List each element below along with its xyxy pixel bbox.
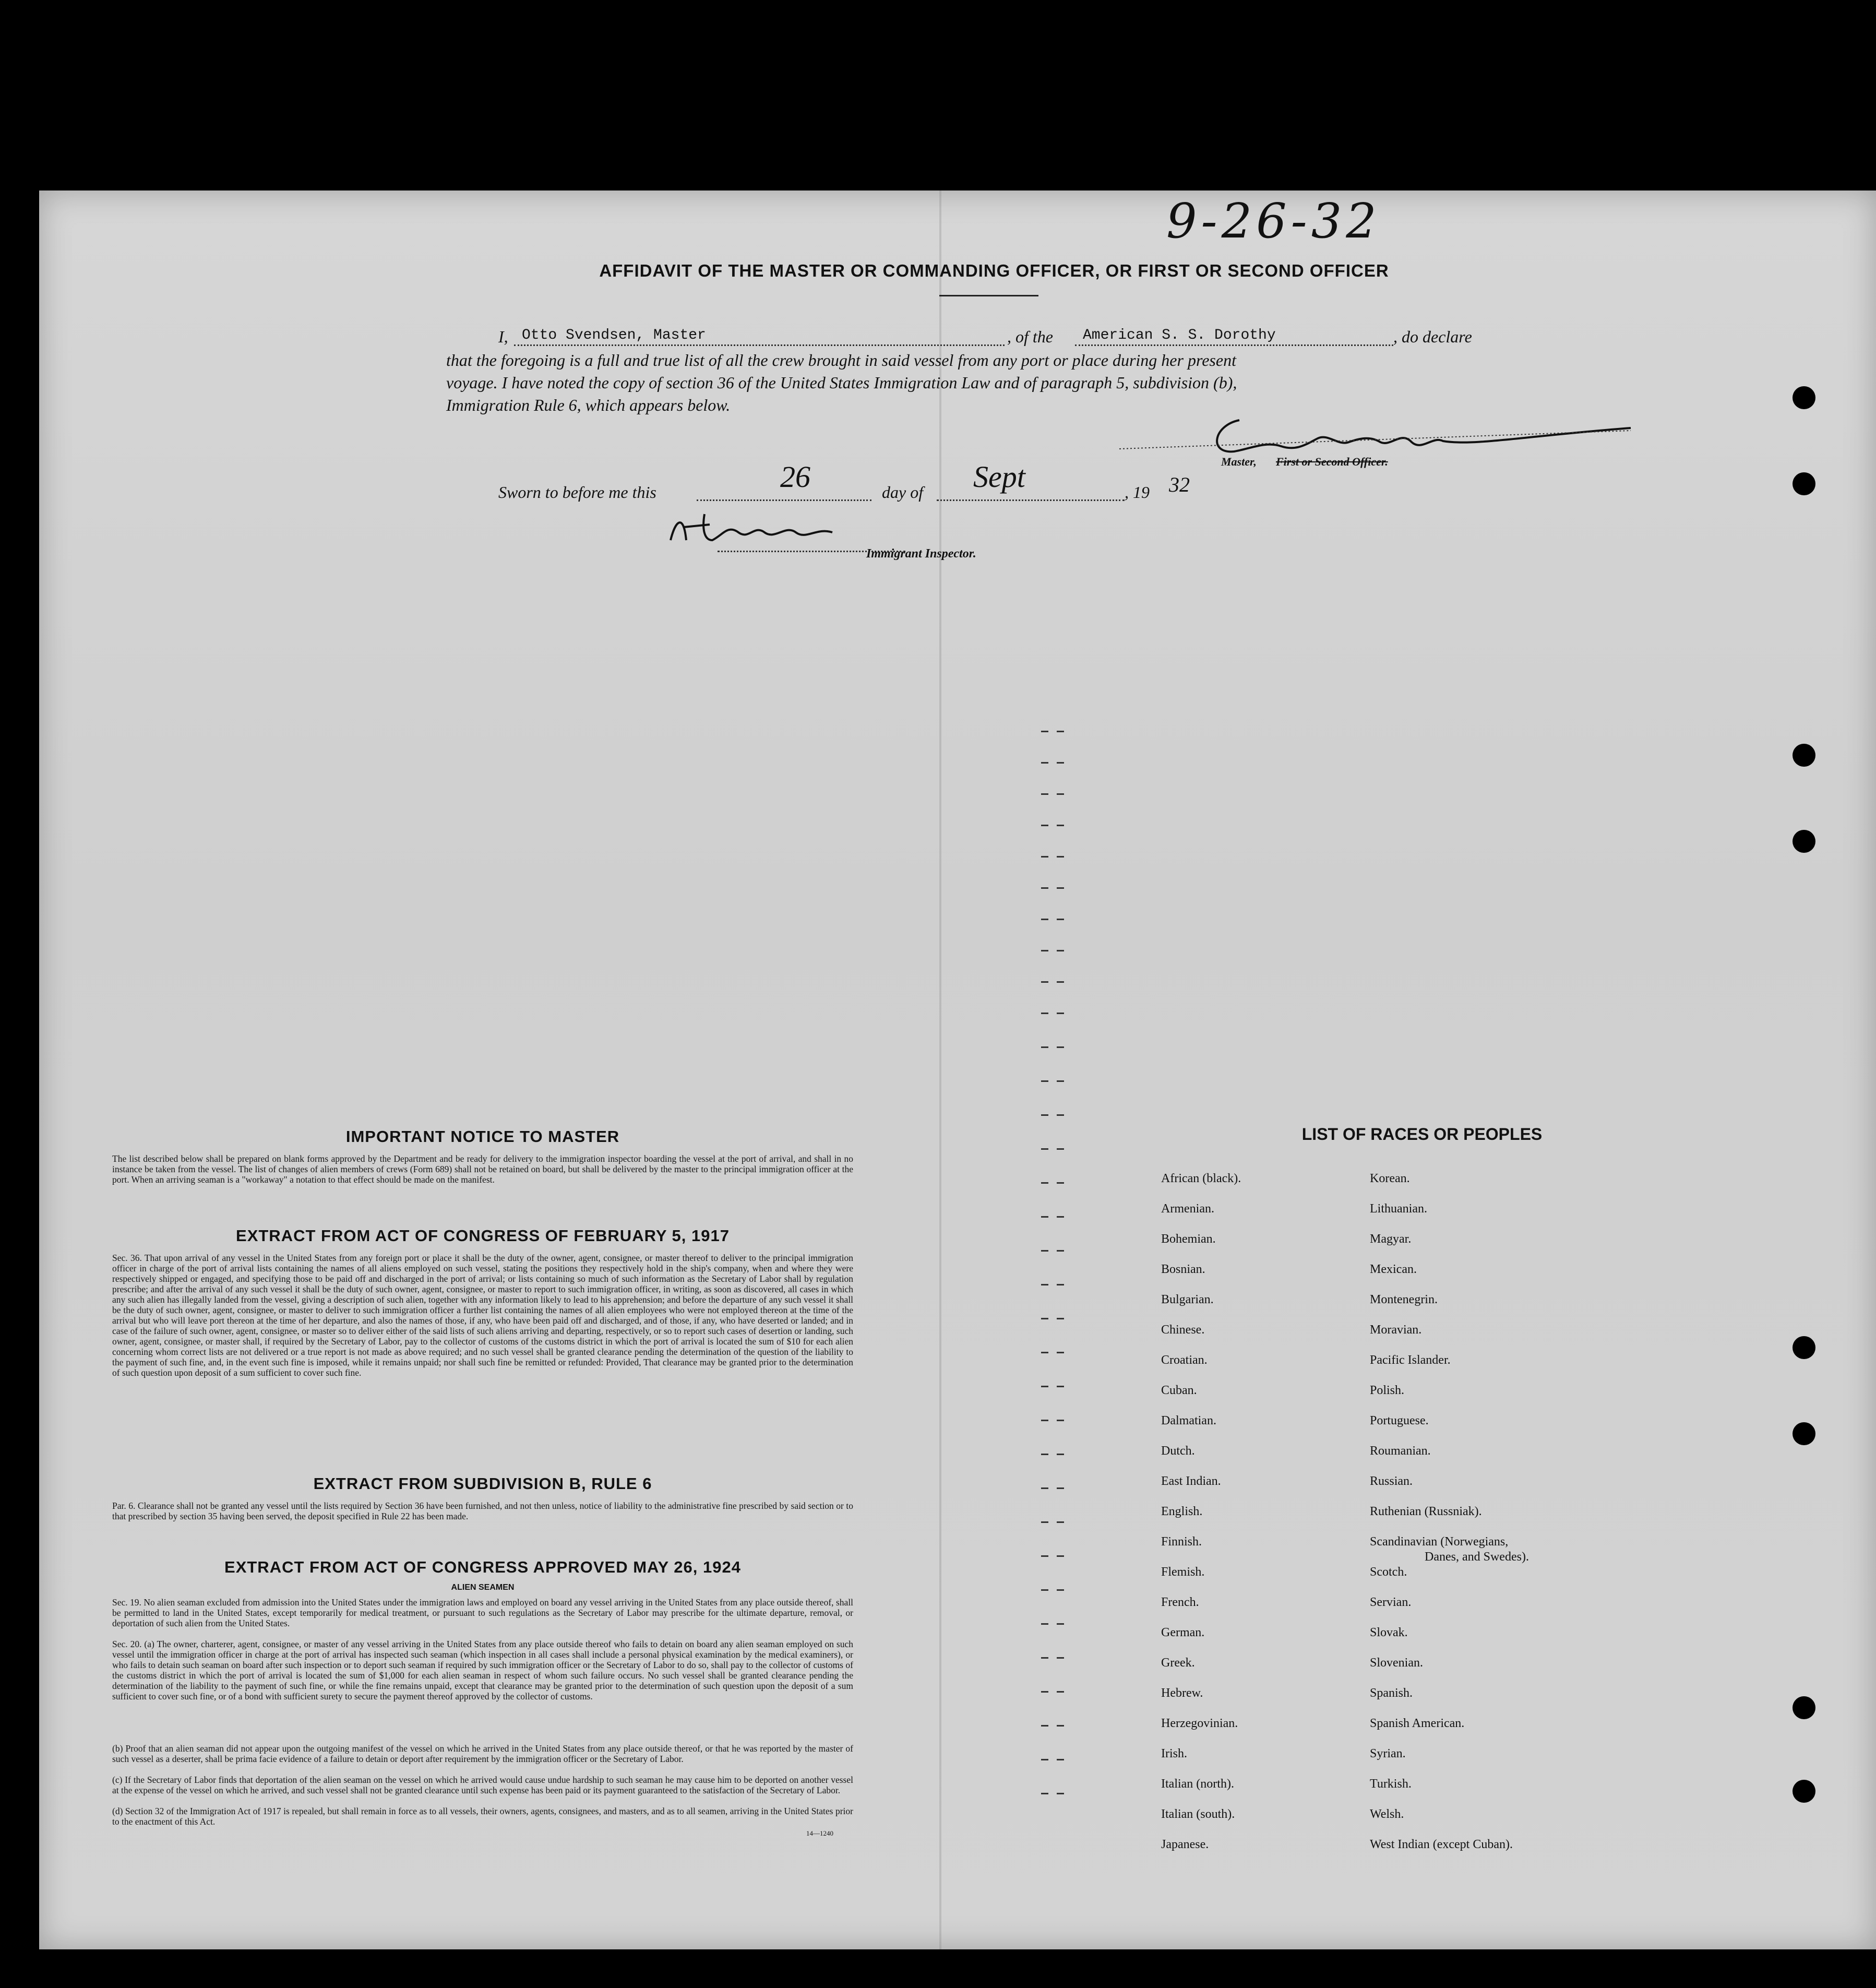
punch-hole — [1793, 830, 1815, 853]
notice-body: The list described below shall be prepared on blank forms approved by the Department and be ready for delivery to the immigration inspector boarding the vessel at the port of arrival, and shall in no instance be taken from the vessel. The list of changes of alien members of crews (Form 689) shall not be retained on board, but shall be delivered by the master to the principal immigration officer at the port. When an arriving seaman is a "workaway" a notation to that effect should be made on the manifest. — [112, 1153, 853, 1185]
dash-mark — [1057, 1013, 1064, 1014]
dash-mark — [1041, 1080, 1048, 1082]
race-item: Bohemian. — [1161, 1232, 1216, 1246]
race-item: Magyar. — [1370, 1232, 1412, 1246]
race-item: Pacific Islander. — [1370, 1353, 1451, 1367]
race-item: Scotch. — [1370, 1565, 1407, 1579]
title-rule — [939, 295, 1038, 296]
extract-1917-body: Sec. 36. That upon arrival of any vessel in the United States from any foreign port or place it shall be the duty of the owner, agent, consignee, or master thereof to deliver to the principal immigration officer in charge of the port of arrival lists containing the names of all aliens employed on such vessel, stating the positions they respectively hold in the ship's company, when and where they were respectively shipped or engaged, and specifying those to be paid off and discharged in the port of arrival; or lists containing so much of such information as the Secretary of Labor shall by regulation prescribe; and after the arrival of any such vessel it shall be the duty of such owner, agent, consignee, or master to report to such immigration officer, in writing, as soon as discovered, all cases in which any such alien has illegally landed from the vessel, giving a description of such alien, together with any information likely to lead to his apprehension; and before the departure of any such vessel it shall be the duty of such owner, agent, consignee, or master to deliver to such immigration officer a further list containing the names of all alien employees who were not employed thereon at the time of the arrival but who will leave port thereon at the time of her departure, and also the names of those, if any, who have been paid off and discharged, and of those, if any, who have deserted or landed; and in case of the failure of such owner, agent, consignee, or master so to deliver either of the said lists of such aliens arriving and departing, respectively, or so to report such cases of desertion or landing, such owner, agent, consignee, or master shall, if required by the Secretary of Labor, pay to the collector of customs of the customs district in which the port of arrival is located the sum of $10 for each alien concerning whom correct lists are not delivered or a true report is not made as above required; and no such vessel shall be granted clearance pending the determination of the question of the liability to the payment of such fine, and, in the event such fine is imposed, while it remains unpaid; nor shall such fine be remitted or refunded: Provided, That clearance may be granted prior to the determination of such question upon deposit of a sum sufficient to cover such fine. — [112, 1253, 853, 1378]
sec-20d-body: (d) Section 32 of the Immigration Act of 1917 is repealed, but shall remain in force as to all vessels, their owners, agents, consignees, and masters, and as to all seamen, arriving in the United States prior to the enactment of this Act. — [112, 1806, 853, 1827]
race-item: Spanish American. — [1370, 1717, 1465, 1730]
dash-mark — [1041, 1284, 1048, 1285]
races-title: LIST OF RACES OR PEOPLES — [1301, 1125, 1543, 1144]
vessel-line — [1075, 344, 1393, 346]
vessel-name: American S. S. Dorothy — [1083, 327, 1276, 343]
fold-line — [939, 191, 941, 1949]
inspector-signature — [660, 504, 858, 551]
punch-hole — [1793, 472, 1815, 495]
dash-mark — [1041, 950, 1048, 951]
dash-mark — [1057, 856, 1064, 858]
punch-hole — [1793, 386, 1815, 409]
form-number: 14—1240 — [806, 1829, 833, 1837]
race-item: Servian. — [1370, 1596, 1412, 1609]
struck-officer-label: First or Second Officer. — [1276, 455, 1388, 468]
sec-20b-body: (b) Proof that an alien seaman did not appear upon the outgoing manifest of the vessel on which he arrived in the United States from any place outside thereof, or that he was reported by the master of such vessel as a deserter, shall be prima facie evidence of a failure to detain or deport after requirement by the immigration officer or the Secretary of Labor. — [112, 1743, 853, 1764]
master-label: Master, — [1221, 455, 1257, 468]
dash-mark — [1057, 1555, 1064, 1557]
sec-19-body: Sec. 19. No alien seaman excluded from admission into the United States under the immigration laws and employed on board any vessel arriving in the United States from any place outside thereof, shall be permitted to land in the United States, except temporarily for medical treatment, or pursuant to such regulations as the Secretary of Labor may prescribe for the ultimate departure, removal, or deportation of such alien from the United States. — [112, 1597, 853, 1628]
race-item: Chinese. — [1161, 1323, 1205, 1337]
race-item: Montenegrin. — [1370, 1293, 1438, 1306]
dash-mark — [1041, 762, 1048, 764]
sworn-month-line — [937, 499, 1125, 501]
dash-mark — [1041, 981, 1048, 983]
race-item: Korean. — [1370, 1172, 1410, 1185]
race-item: Flemish. — [1161, 1565, 1205, 1579]
dash-mark — [1057, 887, 1064, 889]
document-sheet — [39, 191, 1876, 1949]
dash-mark — [1057, 793, 1064, 795]
sworn-day: 26 — [780, 460, 810, 494]
dash-mark — [1057, 762, 1064, 764]
dash-mark — [1057, 1454, 1064, 1455]
dash-mark — [1041, 887, 1048, 889]
dash-mark — [1057, 1725, 1064, 1727]
race-item: Moravian. — [1370, 1323, 1422, 1337]
dash-mark — [1057, 731, 1064, 732]
race-item: Mexican. — [1370, 1263, 1417, 1276]
dash-mark — [1057, 1759, 1064, 1760]
dash-mark — [1041, 1046, 1048, 1048]
dash-mark — [1057, 1420, 1064, 1421]
race-item: Greek. — [1161, 1656, 1195, 1670]
dash-mark — [1041, 919, 1048, 920]
extract-1917-title: EXTRACT FROM ACT OF CONGRESS OF FEBRUARY 5, 1917 — [236, 1227, 730, 1245]
extract-1924-title: EXTRACT FROM ACT OF CONGRESS APPROVED MAY 26, 1924 — [224, 1558, 741, 1576]
dash-mark — [1057, 1250, 1064, 1252]
race-item: Croatian. — [1161, 1353, 1208, 1367]
race-item: Bulgarian. — [1161, 1293, 1214, 1306]
of-the-label: , of the — [1007, 327, 1053, 346]
race-item: African (black). — [1161, 1172, 1241, 1185]
punch-hole — [1793, 1422, 1815, 1445]
race-item: Lithuanian. — [1370, 1202, 1427, 1216]
sec-20a-body: Sec. 20. (a) The owner, charterer, agent, consignee, or master of any vessel arriving in the United States from any place outside thereof who fails to detain on board any alien seaman employed on such vessel until the immigration officer in charge at the port of arrival has inspected such seaman (which inspection in all cases shall include a personal physical examination by the medical examiners), or who fails to detain such seaman on board after such inspection or to deport such seaman if required by such immigration officer or the Secretary of Labor to do so, shall pay to the collector of customs of the customs district in which the port of arrival is located the sum of $1,000 for each alien seaman in respect of whom such failure occurs. No such vessel shall be granted clearance pending the determination of the liability to the payment of such fine, or while the fine remains unpaid, except that clearance may be granted prior to the determination of such question upon the deposit of a sum sufficient to cover such fine, or of a bond with sufficient surety to secure the payment thereof approved by the collector of customs. — [112, 1639, 853, 1701]
dash-mark — [1041, 731, 1048, 732]
race-item: Herzegovinian. — [1161, 1717, 1238, 1730]
day-of-label: day of — [882, 483, 924, 502]
dash-mark — [1057, 1352, 1064, 1353]
race-item: Hebrew. — [1161, 1686, 1203, 1700]
dash-mark — [1057, 981, 1064, 983]
dash-mark — [1057, 1318, 1064, 1319]
dash-mark — [1041, 1182, 1048, 1184]
dash-mark — [1057, 1487, 1064, 1489]
affidavit-title: AFFIDAVIT OF THE MASTER OR COMMANDING OFFICER, OR FIRST OR SECOND OFFICER — [599, 261, 1389, 280]
race-item: Irish. — [1161, 1747, 1187, 1760]
race-item: Turkish. — [1370, 1777, 1412, 1791]
dash-mark — [1041, 1250, 1048, 1252]
dash-mark — [1057, 1623, 1064, 1625]
dash-mark — [1057, 1148, 1064, 1150]
race-scandinavian-continuation: Danes, and Swedes). — [1425, 1550, 1529, 1564]
i-label: I, — [498, 327, 508, 346]
dash-mark — [1057, 1793, 1064, 1794]
do-declare-label: , do declare — [1393, 327, 1472, 346]
dash-mark — [1041, 1589, 1048, 1591]
dash-mark — [1041, 1793, 1048, 1794]
sworn-month: Sept — [973, 460, 1025, 494]
race-item: Welsh. — [1370, 1807, 1404, 1821]
race-item: Italian (north). — [1161, 1777, 1234, 1791]
affidavit-line-3: voyage. I have noted the copy of section 36 of the United States Immigration Law and of paragraph 5, subdivision (b), — [446, 373, 1237, 392]
sec-20c-body: (c) If the Secretary of Labor finds that deportation of the alien seaman on the vessel on which he arrived would cause undue hardship to such seaman he may cause him to be deported on another vessel at the expense of the vessel on which he arrived, and such vessel shall not be granted clearance until such expense has been paid or its payment guaranteed to the satisfaction of the Secretary of Labor. — [112, 1775, 853, 1795]
race-item: Cuban. — [1161, 1384, 1197, 1397]
dash-mark — [1041, 856, 1048, 858]
race-item: Bosnian. — [1161, 1263, 1205, 1276]
race-item: French. — [1161, 1596, 1199, 1609]
dash-mark — [1041, 1352, 1048, 1353]
race-item: Scandinavian (Norwegians, — [1370, 1535, 1509, 1549]
punch-hole — [1793, 1336, 1815, 1359]
dash-mark — [1057, 1691, 1064, 1693]
race-item: Finnish. — [1161, 1535, 1202, 1549]
dash-mark — [1057, 1080, 1064, 1082]
dash-mark — [1041, 1521, 1048, 1523]
notice-title: IMPORTANT NOTICE TO MASTER — [345, 1127, 620, 1146]
race-item: German. — [1161, 1626, 1205, 1639]
declarant-line — [514, 344, 1005, 346]
sworn-label: Sworn to before me this — [498, 483, 656, 502]
inspector-label: Immigrant Inspector. — [866, 547, 976, 561]
race-item: Dalmatian. — [1161, 1414, 1216, 1427]
dash-mark — [1041, 1454, 1048, 1455]
alien-seamen-subtitle: ALIEN SEAMEN — [451, 1583, 515, 1592]
subdivision-b-body: Par. 6. Clearance shall not be granted any vessel until the lists required by Section 36 have been furnished, and not then unless, notice of liability to the administrative fine prescribed by said section or to that prescribed by section 35 having been served, the deposit specified in Rule 22 has been made. — [112, 1501, 853, 1521]
declarant-name: Otto Svendsen, Master — [522, 327, 706, 343]
dash-mark — [1057, 919, 1064, 920]
dash-mark — [1057, 1182, 1064, 1184]
race-item: Portuguese. — [1370, 1414, 1429, 1427]
punch-hole — [1793, 1780, 1815, 1803]
dash-mark — [1041, 1555, 1048, 1557]
sworn-day-line — [697, 499, 871, 501]
race-item: Spanish. — [1370, 1686, 1413, 1700]
dash-mark — [1041, 1013, 1048, 1014]
race-item: East Indian. — [1161, 1474, 1221, 1488]
dash-mark — [1041, 1114, 1048, 1116]
race-item: Japanese. — [1161, 1838, 1209, 1851]
race-item: Slovenian. — [1370, 1656, 1423, 1670]
dash-mark — [1041, 825, 1048, 826]
dash-mark — [1041, 1420, 1048, 1421]
dash-mark — [1041, 1691, 1048, 1693]
affidavit-line-2: that the foregoing is a full and true list of all the crew brought in said vessel from any port or place during her present — [446, 351, 1236, 370]
race-item: Italian (south). — [1161, 1807, 1235, 1821]
subdivision-b-title: EXTRACT FROM SUBDIVISION B, RULE 6 — [313, 1474, 652, 1493]
dash-mark — [1041, 1386, 1048, 1387]
dash-mark — [1057, 1521, 1064, 1523]
dash-mark — [1041, 1657, 1048, 1659]
race-item: Slovak. — [1370, 1626, 1408, 1639]
dash-mark — [1057, 825, 1064, 826]
race-item: Roumanian. — [1370, 1444, 1431, 1458]
year-suffix: 32 — [1169, 473, 1190, 496]
dash-mark — [1041, 793, 1048, 795]
dash-mark — [1041, 1216, 1048, 1218]
dash-mark — [1057, 950, 1064, 951]
dash-mark — [1057, 1657, 1064, 1659]
race-item: Ruthenian (Russniak). — [1370, 1505, 1482, 1518]
race-item: English. — [1161, 1505, 1203, 1518]
dash-mark — [1057, 1284, 1064, 1285]
dash-mark — [1057, 1386, 1064, 1387]
race-item: Armenian. — [1161, 1202, 1214, 1216]
dash-mark — [1057, 1114, 1064, 1116]
dash-mark — [1041, 1623, 1048, 1625]
dash-mark — [1041, 1487, 1048, 1489]
dash-mark — [1057, 1046, 1064, 1048]
race-item: Syrian. — [1370, 1747, 1406, 1760]
dash-mark — [1041, 1318, 1048, 1319]
affidavit-line-4: Immigration Rule 6, which appears below. — [446, 396, 731, 414]
race-item: Dutch. — [1161, 1444, 1195, 1458]
dash-mark — [1041, 1725, 1048, 1727]
dash-mark — [1057, 1589, 1064, 1591]
dash-mark — [1057, 1216, 1064, 1218]
race-item: West Indian (except Cuban). — [1370, 1838, 1513, 1851]
year-prefix: , 19 — [1125, 483, 1150, 502]
dash-mark — [1041, 1759, 1048, 1760]
race-item: Russian. — [1370, 1474, 1413, 1488]
dash-mark — [1041, 1148, 1048, 1150]
punch-hole — [1793, 744, 1815, 767]
race-item: Polish. — [1370, 1384, 1405, 1397]
handwritten-date-number: 9-26-32 — [1166, 193, 1381, 249]
punch-hole — [1793, 1696, 1815, 1719]
